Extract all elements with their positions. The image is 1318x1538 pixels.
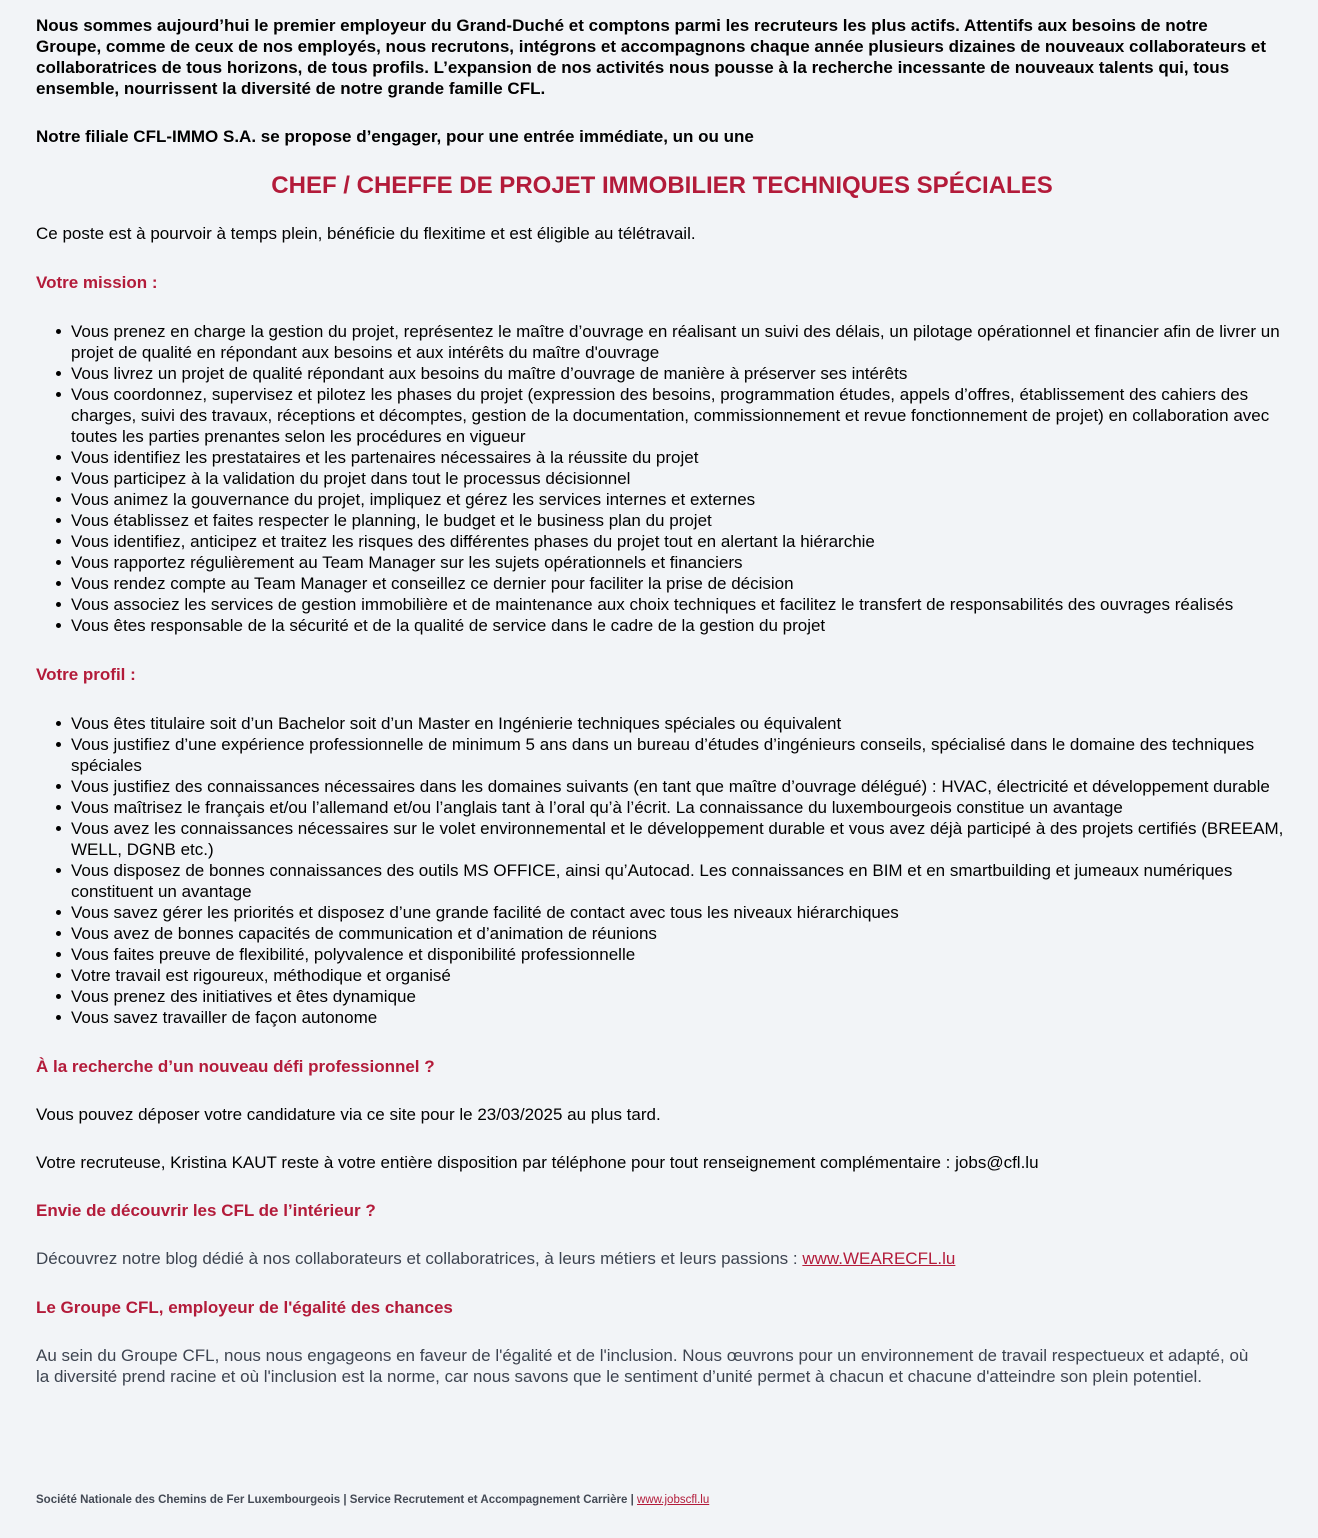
- list-item: Vous coordonnez, supervisez et pilotez les phases du projet (expression des besoins, programmation études, appels d’offres, établissement des cahiers des charges, suivi des travaux, réceptions et décomptes, gestion de la documentation, commissionnement et revue fonctionnement de projet) en collaboration avec toutes les parties prenantes selon les procédures en vigueur: [71, 384, 1308, 447]
- list-item: Vous animez la gouvernance du projet, impliquez et gérez les services internes et externes: [71, 489, 1308, 510]
- list-item: Vous établissez et faites respecter le planning, le budget et le business plan du projet: [71, 510, 1308, 531]
- list-item: Vous rendez compte au Team Manager et conseillez ce dernier pour faciliter la prise de décision: [71, 573, 1308, 594]
- blog-text: Découvrez notre blog dédié à nos collaborateurs et collaboratrices, à leurs métiers et leurs passions :: [36, 1249, 803, 1268]
- list-item: Vous maîtrisez le français et/ou l’allemand et/ou l’anglais tant à l’oral qu’à l’écrit. La connaissance du luxembourgeois constitue un avantage: [71, 797, 1308, 818]
- list-item: Vous justifiez d’une expérience professionnelle de minimum 5 ans dans un bureau d’études d’ingénieurs conseils, spécialisé dans le domaine des techniques spéciales: [71, 734, 1308, 776]
- footer-link[interactable]: www.jobscfl.lu: [637, 1494, 710, 1506]
- list-item: Vous participez à la validation du projet dans tout le processus décisionnel: [71, 468, 1308, 489]
- list-item: Vous savez travailler de façon autonome: [71, 1007, 1308, 1028]
- list-item: Vous rapportez régulièrement au Team Manager sur les sujets opérationnels et financiers: [71, 552, 1308, 573]
- equality-paragraph: Au sein du Groupe CFL, nous nous engageons en faveur de l'égalité et de l'inclusion. Nous œuvrons pour un environnement de travail respectueux et adapté, où la diversité prend racine et où l'inclusion est la norme, car nous savons que le sentiment d’unité permet à chacun et chacune d'atteindre son plein potentiel.: [36, 1346, 1249, 1386]
- list-item: Vous identifiez, anticipez et traitez les risques des différentes phases du projet tout en alertant la hiérarchie: [71, 531, 1308, 552]
- recruiter-paragraph: Votre recruteuse, Kristina KAUT reste à votre entière disposition par téléphone pour tout renseignement complémentaire : jobs@cfl.lu: [36, 1153, 1039, 1172]
- post-info: Ce poste est à pourvoir à temps plein, bénéficie du flexitime et est éligible au télétravail.: [36, 224, 696, 243]
- job-title: CHEF / CHEFFE DE PROJET IMMOBILIER TECHNIQUES SPÉCIALES: [271, 172, 1053, 199]
- list-item: Vous êtes titulaire soit d’un Bachelor soit d’un Master en Ingénierie techniques spéciales ou équivalent: [71, 713, 1308, 734]
- list-item: Vous êtes responsable de la sécurité et de la qualité de service dans le cadre de la gestion du projet: [71, 615, 1308, 636]
- profile-heading: Votre profil :: [36, 665, 136, 684]
- footer-text: Société Nationale des Chemins de Fer Luxembourgeois | Service Recrutement et Accompagnement Carrière |: [36, 1494, 638, 1506]
- list-item: Vous associez les services de gestion immobilière et de maintenance aux choix techniques et facilitez le transfert de responsabilités des ouvrages réalisés: [71, 594, 1308, 615]
- equality-heading: Le Groupe CFL, employeur de l'égalité des chances: [36, 1298, 453, 1317]
- list-item: Vous faites preuve de flexibilité, polyvalence et disponibilité professionnelle: [71, 944, 1308, 965]
- discover-heading: Envie de découvrir les CFL de l’intérieur ?: [36, 1201, 376, 1220]
- deadline-paragraph: Vous pouvez déposer votre candidature via ce site pour le 23/03/2025 au plus tard.: [36, 1105, 661, 1124]
- blog-link[interactable]: www.WEARECFL.lu: [802, 1249, 956, 1268]
- mission-heading: Votre mission :: [36, 273, 158, 292]
- blog-paragraph: [36, 1248, 1308, 1269]
- list-item: Vous savez gérer les priorités et disposez d’une grande facilité de contact avec tous les niveaux hiérarchiques: [71, 902, 1308, 923]
- footer: [36, 1494, 709, 1506]
- list-item: Vous prenez en charge la gestion du projet, représentez le maître d’ouvrage en réalisant un suivi des délais, un pilotage opérationnel et financier afin de livrer un projet de qualité en répondant aux besoins et aux intérêts du maître d'ouvrage: [71, 321, 1308, 363]
- list-item: Vous avez les connaissances nécessaires sur le volet environnemental et le développement durable et vous avez déjà participé à des projets certifiés (BREEAM, WELL, DGNB etc.): [71, 818, 1308, 860]
- challenge-heading: À la recherche d’un nouveau défi professionnel ?: [36, 1057, 435, 1076]
- subsidiary-paragraph: Notre filiale CFL-IMMO S.A. se propose d’engager, pour une entrée immédiate, un ou une: [36, 127, 754, 146]
- intro-paragraph: Nous sommes aujourd’hui le premier employeur du Grand-Duché et comptons parmi les recruteurs les plus actifs. Attentifs aux besoins de notre Groupe, comme de ceux de nos employés, nous recrutons, intégrons et accompagnons chaque année plusieurs dizaines de nouveaux collaborateurs et collaboratrices de tous horizons, de tous profils. L’expansion de nos activités nous pousse à la recherche incessante de nouveaux talents qui, tous ensemble, nourrissent la diversité de notre grande famille CFL.: [36, 16, 1266, 98]
- list-item: Vous prenez des initiatives et êtes dynamique: [71, 986, 1308, 1007]
- mission-list: [36, 321, 1308, 636]
- list-item: Vous livrez un projet de qualité répondant aux besoins du maître d’ouvrage de manière à préserver ses intérêts: [71, 363, 1308, 384]
- list-item: Votre travail est rigoureux, méthodique et organisé: [71, 965, 1308, 986]
- list-item: Vous justifiez des connaissances nécessaires dans les domaines suivants (en tant que maître d’ouvrage délégué) : HVAC, électricité et développement durable: [71, 776, 1308, 797]
- profile-list: [36, 713, 1308, 1028]
- list-item: Vous identifiez les prestataires et les partenaires nécessaires à la réussite du projet: [71, 447, 1308, 468]
- list-item: Vous avez de bonnes capacités de communication et d’animation de réunions: [71, 923, 1308, 944]
- list-item: Vous disposez de bonnes connaissances des outils MS OFFICE, ainsi qu’Autocad. Les connaissances en BIM et en smartbuilding et jumeaux numériques constituent un avantage: [71, 860, 1308, 902]
